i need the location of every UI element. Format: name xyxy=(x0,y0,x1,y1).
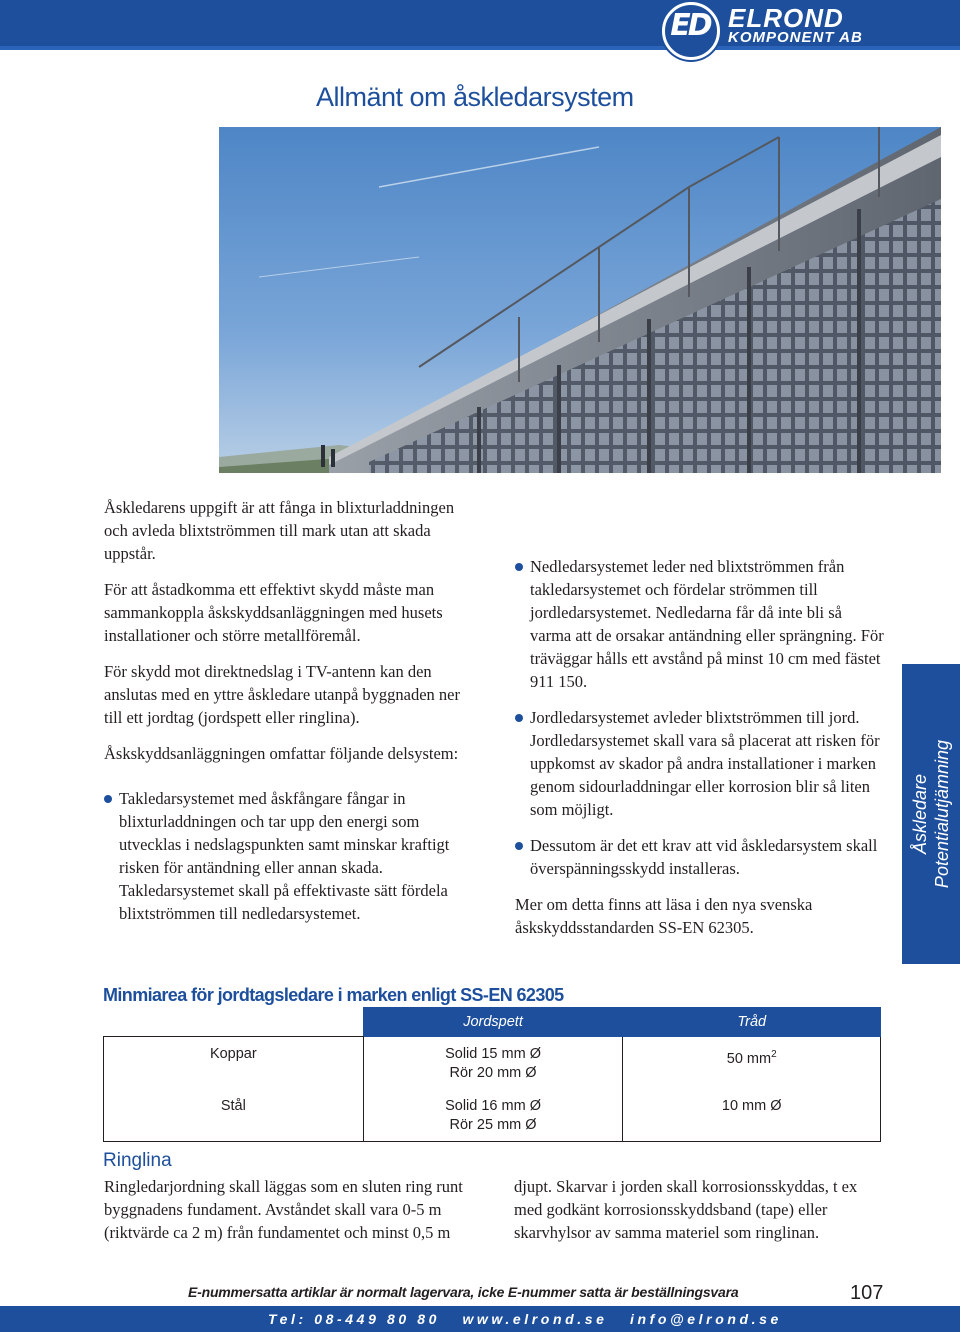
jordspett-cell xyxy=(363,1037,623,1090)
list-item: Jordledarsystemet avleder blixtströmmen till jord. Jordledarsystemet skall vara så placerat att risken för uppkomst av skador på andra installationer i marken genom sidourladdningar eller korrosion blir så liten som möjligt. xyxy=(515,706,885,821)
jordspett-value: Rör 25 mm Ø xyxy=(449,1117,537,1133)
logo-monogram: ED xyxy=(670,8,710,43)
paragraph-tv-antenna: För skydd mot direktnedslag i TV-antenn kan den anslutas med en yttre åskledare utanpå byggnaden ner till ett jordtag (jordspett eller ringlina). xyxy=(104,662,460,727)
table-row xyxy=(104,1037,881,1090)
jordspett-cell xyxy=(363,1089,623,1142)
paragraph-subsystems: Åskskyddsanläggningen omfattar följande delsystem: xyxy=(104,744,459,763)
side-tab-line1: Åskledare xyxy=(910,773,930,855)
list-item: Nedledarsystemet leder ned blixtströmmen från takledarsystemet och fördelar strömmen till jordledarsystemet. Nedledarna får då inte bli så varma att de orsakar antändning eller sprängning. För träväggar hålls ett avstånd på minst 10 cm med fästet 911 150. xyxy=(515,555,885,693)
row-label: Koppar xyxy=(104,1037,364,1090)
table-row xyxy=(104,1089,881,1142)
closing-paragraph: Mer om detta finns att läsa i den nya svenska åskskyddsstandarden SS-EN 62305. xyxy=(515,895,813,937)
grounding-table xyxy=(103,1007,881,1142)
page-title: Allmänt om åskledarsystem xyxy=(316,82,634,112)
building-photo xyxy=(219,127,941,473)
ringlina-text xyxy=(104,1152,884,1252)
side-tab-line2: Potentialutjämning xyxy=(932,739,952,889)
trad-cell xyxy=(623,1037,881,1090)
stock-note: E-nummersatta artiklar är normalt lagervara, icke E-nummer satta är beställningsvara xyxy=(188,1284,739,1300)
contact-info: Tel: 08-449 80 80 www.elrond.se info@elrond.se xyxy=(268,1311,782,1327)
row-label: Stål xyxy=(104,1089,364,1142)
header-stripe xyxy=(0,46,960,50)
intro-paragraph: Åskledarens uppgift är att fånga in blixturladdningen och avleda blixtströmmen till mark utan att skada uppstår. xyxy=(104,498,455,563)
right-column xyxy=(515,555,885,952)
subsystem-list xyxy=(104,787,476,925)
list-item: Dessutom är det ett krav att vid åskledarsystem skall överspänningsskydd installeras. xyxy=(515,834,885,880)
trad-value: 50 mm xyxy=(726,1050,772,1067)
trad-unit-superscript: 2 xyxy=(771,1049,777,1060)
trad-value: 10 mm Ø xyxy=(721,1098,782,1114)
brand-subtitle: KOMPONENT AB xyxy=(728,29,863,46)
jordspett-value: Rör 20 mm Ø xyxy=(449,1065,537,1081)
list-item: Takledarsystemet med åskfångare fångar in blixturladdningen och tar upp den energi som utvecklas i nedslagspunkten samt minskar kraftigt risken för antändning eller annan skada. Takledarsystemet skall på effektivaste sätt fördela blixtströmmen till nedledarsystemet. xyxy=(104,787,476,925)
trad-cell xyxy=(623,1089,881,1142)
jordspett-value: Solid 15 mm Ø xyxy=(445,1046,541,1062)
brand-name: ELROND xyxy=(728,3,844,33)
left-column xyxy=(104,496,476,938)
subsystem-list-continued xyxy=(515,555,885,880)
paragraph-connection: För att åstadkomma ett effektivt skydd måste man sammankoppla åskskyddsanläggningen med husets installationer och större metallföremål. xyxy=(104,580,443,645)
ringlina-paragraph: Ringledarjordning skall läggas som en sluten ring runt byggnadens fundament. Avståndet skall vara 0-5 m (riktvärde ca 2 m) från fundamentet och minst 0,5 m djupt. Skarvar i jorden skall korrosionsskyddas, t ex med godkänt korrosionsskyddsband (tape) eller skarvhylsor av samma materiel som ringlinan. xyxy=(104,1177,858,1242)
jordspett-value: Solid 16 mm Ø xyxy=(445,1098,541,1114)
table-title: Minmiarea för jordtagsledare i marken enligt SS-EN 62305 xyxy=(103,985,564,1005)
table-header-empty xyxy=(104,1008,364,1037)
building-photo-illustration xyxy=(219,127,941,473)
ringlina-heading: Ringlina xyxy=(103,1150,172,1171)
section-side-tab-label xyxy=(909,664,953,964)
table-header-jordspett: Jordspett xyxy=(363,1008,623,1037)
page-number: 107 xyxy=(850,1282,884,1304)
ringlina-columns xyxy=(104,1152,884,1252)
table-header-trad: Tråd xyxy=(623,1008,881,1037)
